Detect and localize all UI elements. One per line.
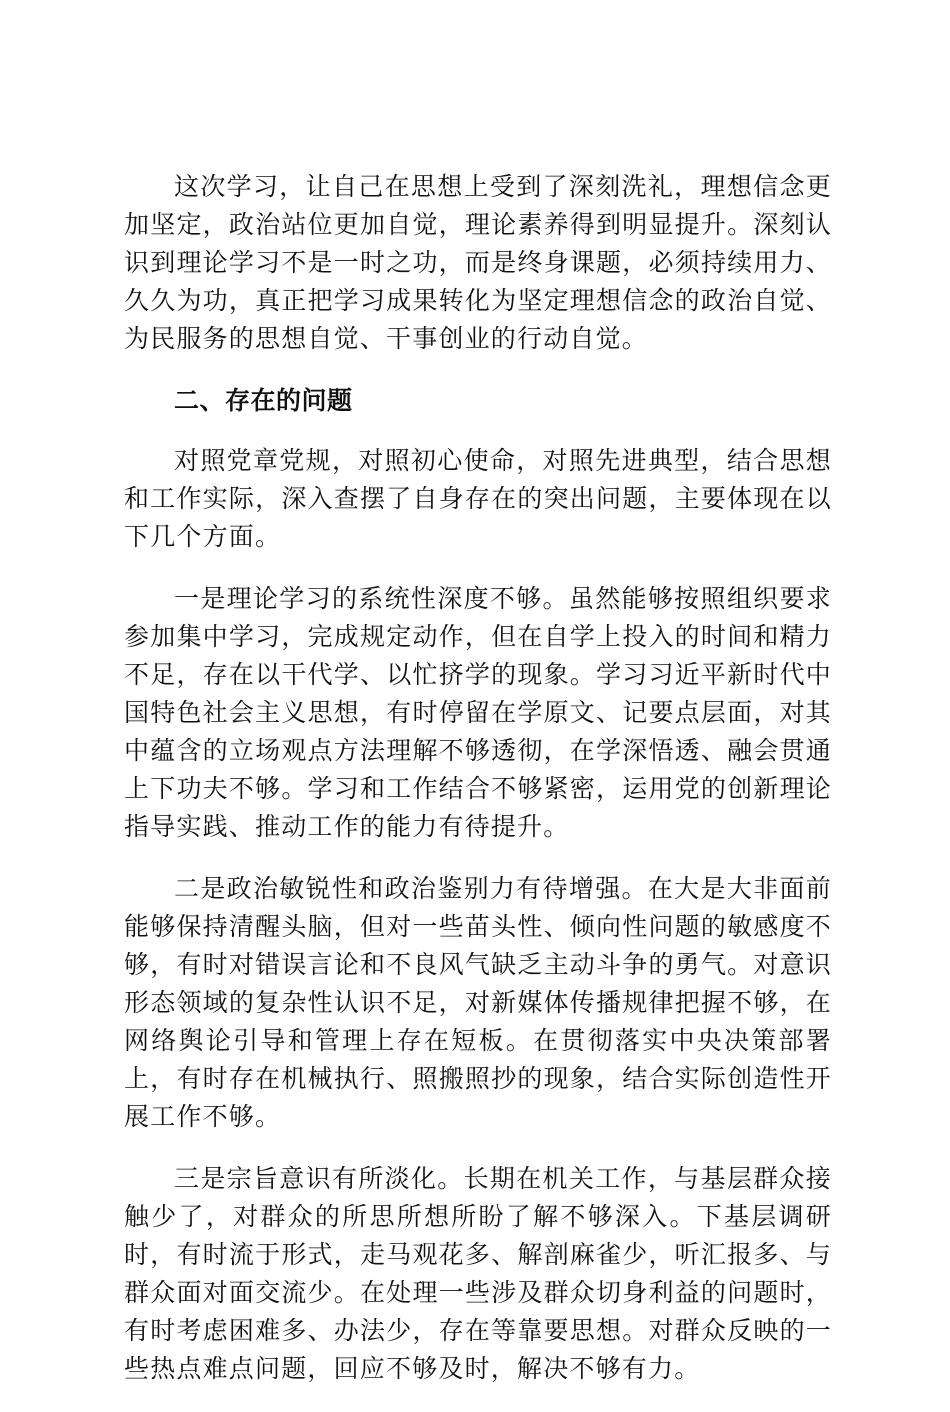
paragraph-problem-two: 二是政治敏锐性和政治鉴别力有待增强。在大是大非面前能够保持清醒头脑，但对一些苗头性、倾向性问题的敏感度不够，有时对错误言论和不良风气缺乏主动斗争的勇气。对意识形态领域的复杂性认识不足，对新媒体传播规律把握不够，在网络舆论引导和管理上存在短板。在贯彻落实中央决策部署上，有时存在机械执行、照搬照抄的现象，结合实际创造性开展工作不够。 [124, 874, 832, 1131]
paragraph-problem-three: 三是宗旨意识有所淡化。长期在机关工作，与基层群众接触少了，对群众的所思所想所盼了解不够深入。下基层调研时，有时流于形式，走马观花多、解剖麻雀少，听汇报多、与群众面对面交流少。在处理一些涉及群众切身利益的问题时，有时考虑困难多、办法少，存在等靠要思想。对群众反映的一些热点难点问题，回应不够及时，解决不够有力。 [124, 1164, 832, 1383]
section-heading-problems: 二、存在的问题 [174, 386, 353, 415]
paragraph-problem-one: 一是理论学习的系统性深度不够。虽然能够按照组织要求参加集中学习，完成规定动作，但在自学上投入的时间和精力不足，存在以干代学、以忙挤学的现象。学习习近平新时代中国特色社会主义思想，有时停留在学原文、记要点层面，对其中蕴含的立场观点方法理解不够透彻，在学深悟透、融会贯通上下功夫不够。学习和工作结合不够紧密，运用党的创新理论指导实践、推动工作的能力有待提升。 [124, 584, 832, 841]
document-body [124, 168, 832, 1412]
paragraph-study-reflection: 这次学习，让自己在思想上受到了深刻洗礼，理想信念更加坚定，政治站位更加自觉，理论素养得到明显提升。深刻认识到理论学习不是一时之功，而是终身课题，必须持续用力、久久为功，真正把学习成果转化为坚定理想信念的政治自觉、为民服务的思想自觉、干事创业的行动自觉。 [124, 172, 832, 353]
paragraph-problems-intro: 对照党章党规，对照初心使命，对照先进典型，结合思想和工作实际，深入查摆了自身存在的突出问题，主要体现在以下几个方面。 [124, 446, 832, 551]
